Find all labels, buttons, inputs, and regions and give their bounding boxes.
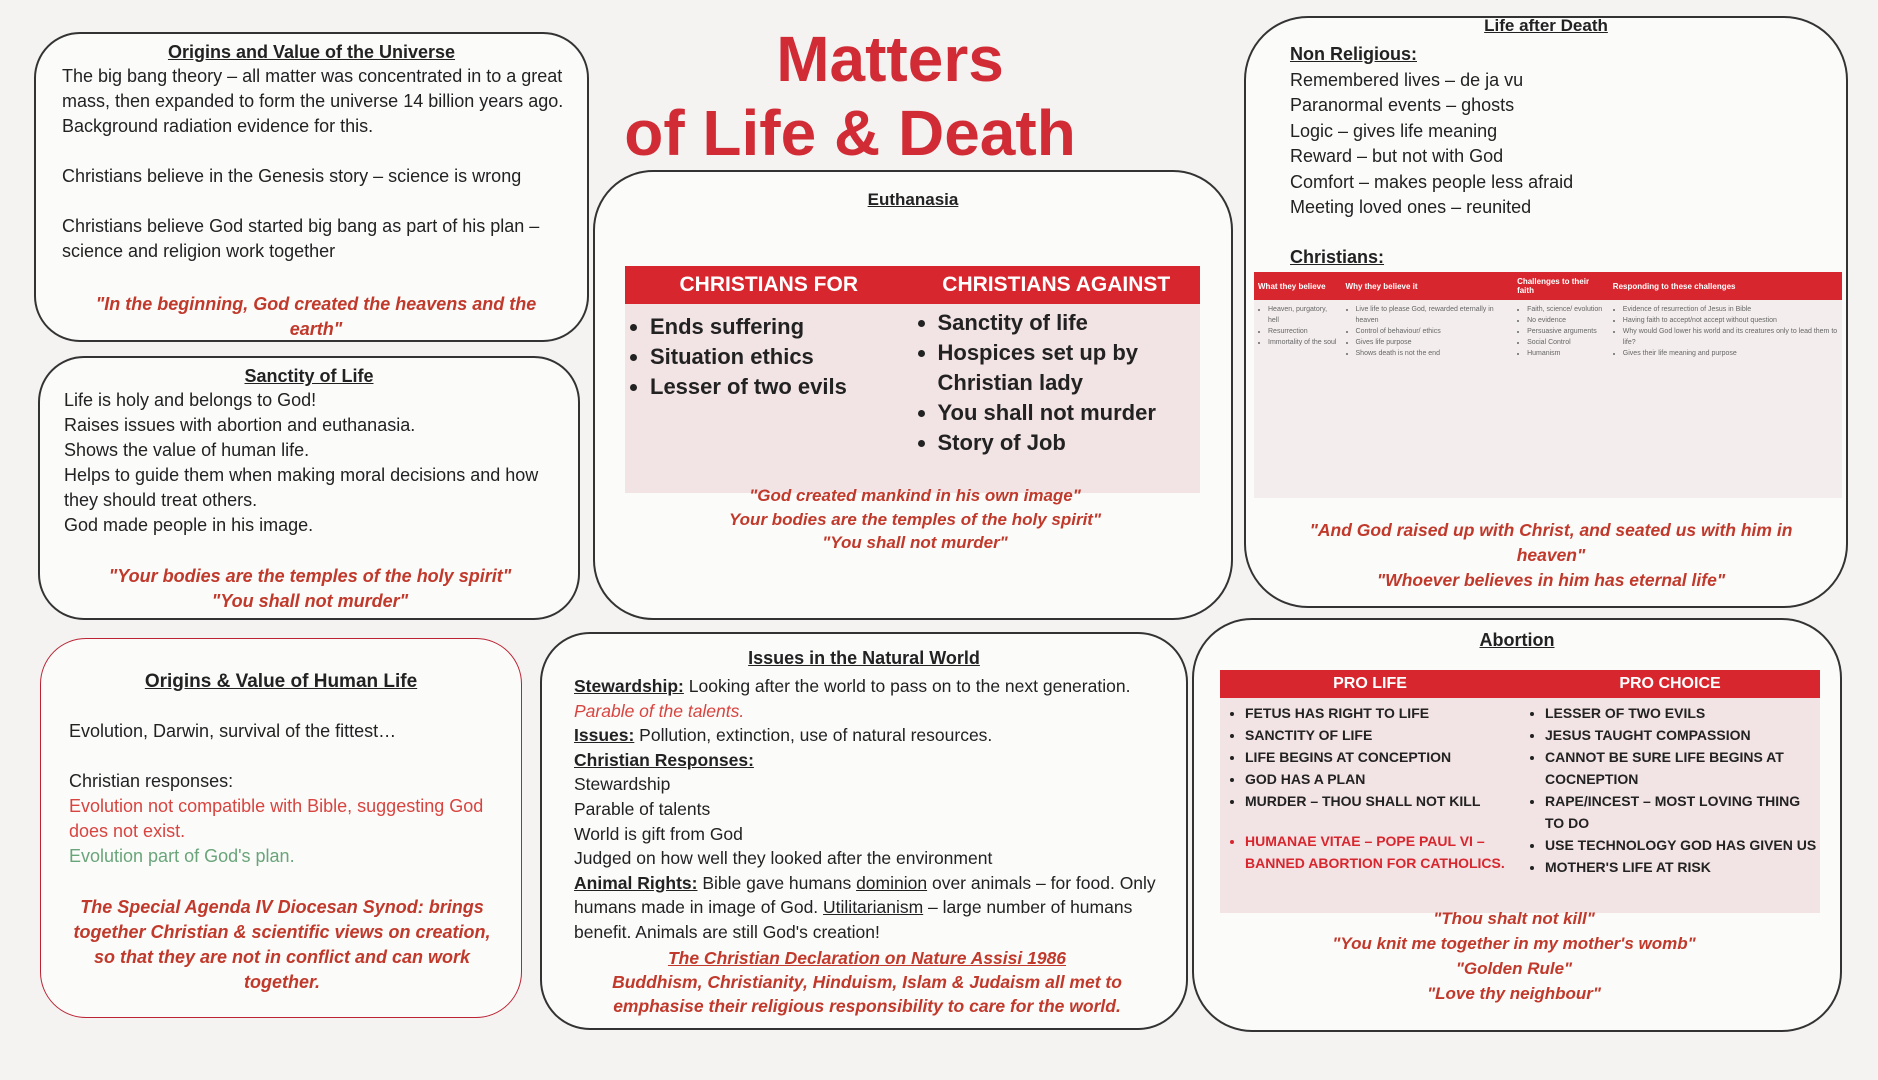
response-item: Stewardship [574,774,671,795]
stewardship-text: Looking after the world to pass on to the next generation. [683,676,1131,696]
universe-p1: The big bang theory – all matter was concentrated in to a great mass, then expanded to form the universe 14 billion years ago. Background radiation evidence for this. [62,66,564,136]
page-title [624,22,1120,170]
non-religious-label: Non Religious: [1290,44,1417,64]
pro-life-item: • GOD HAS A PLAN [1245,768,1519,790]
pro-choice-header: PRO CHOICE [1520,670,1820,698]
reason-item: • Live life to please God, rewarded eternally in heaven [1356,304,1510,326]
pro-choice-item: • LESSER OF TWO EVILS [1545,702,1819,724]
non-religious-item: Reward – but not with God [1290,146,1504,166]
christians-for-header: CHRISTIANS FOR [625,266,913,304]
declaration-title: The Christian Declaration on Nature Assisi 1986 [667,948,1067,968]
sanctity-line-4: Helps to guide them when making moral decisions and how they should treat others. [64,465,539,510]
animal-rights-paragraph [574,871,1164,945]
euthanasia-quote-3: "You shall not murder" [822,533,1008,552]
euthanasia-table [625,266,1200,493]
pro-choice-item: • USE TECHNOLOGY GOD HAS GIVEN US [1545,834,1819,856]
belief-item: • Resurrection [1268,326,1338,337]
universe-p2: Christians believe in the Genesis story – science is wrong [62,166,522,186]
challenge-item: • Humanism [1527,348,1605,359]
issues-paragraph [574,723,1164,748]
belief-item: • Immortality of the soul [1268,337,1338,348]
abortion-table [1220,670,1820,913]
after-death-col-header: What they believe [1254,272,1342,300]
reason-item: • Shows death is not the end [1356,348,1510,359]
pro-life-item: • MURDER – THOU SHALL NOT KILL [1245,790,1519,812]
after-death-heading: Life after Death [1484,16,1608,35]
human-life-p4: Evolution part of God's plan. [69,846,295,866]
animal-utilitarianism: Utilitarianism [823,897,924,918]
animal-rights-label: Animal Rights: [574,872,698,893]
challenge-item: • Faith, science/ evolution [1527,304,1605,315]
reason-item: • Control of behaviour/ ethics [1356,326,1510,337]
sanctity-line-2: Raises issues with abortion and euthanasia. [64,415,416,435]
declaration-text: Buddhism, Christianity, Hinduism, Islam & Judaism all met to emphasise their religious responsibility to care for the world. [612,972,1122,1016]
abortion-quote-4: "Love thy neighbour" [1427,984,1601,1003]
euthanasia-quote-2: Your bodies are the temples of the holy spirit" [728,510,1102,529]
natural-world-heading: Issues in the Natural World [748,648,980,668]
response-item: • Having faith to accept/not accept without question [1623,315,1838,326]
pro-choice-item: • RAPE/INCEST – MOST LOVING THING TO DO [1545,790,1819,834]
christians-label: Christians: [1290,246,1385,267]
response-item: Parable of talents [574,798,711,819]
after-death-quote-2: "Whoever believes in him has eternal life" [1376,570,1726,590]
pro-life-item: • SANCTITY OF LIFE [1245,724,1519,746]
belief-item: • Heaven, purgatory, hell [1268,304,1338,326]
for-item: • Situation ethics [650,342,912,372]
pro-life-red-item: • HUMANAE VITAE – POPE PAUL VI – BANNED ABORTION FOR CATHOLICS. [1245,830,1519,874]
title-line-1: Matters [776,23,1004,95]
after-death-box [1244,16,1848,608]
human-life-box [40,638,522,1018]
after-death-col-header: Why they believe it [1342,272,1514,300]
against-item: • Story of Job [938,428,1200,458]
human-life-heading: Origins & Value of Human Life [144,671,418,692]
abortion-quote-1: "Thou shalt not kill" [1433,909,1595,928]
christians-against-header: CHRISTIANS AGAINST [913,266,1201,304]
abortion-quote-3: "Golden Rule" [1455,959,1573,978]
for-item: • Ends suffering [650,312,912,342]
pro-choice-item: • JESUS TAUGHT COMPASSION [1545,724,1819,746]
animal-text-3: – large number of humans benefit. Animals are still God's creation! [574,897,1133,942]
non-religious-item: Logic – gives life meaning [1290,120,1498,141]
non-religious-item: Paranormal events – ghosts [1290,95,1515,115]
non-religious-item: Meeting loved ones – reunited [1290,197,1532,217]
sanctity-line-5: God made people in his image. [64,515,314,535]
issues-text: Pollution, extinction, use of natural resources. [634,725,993,746]
animal-text-1: Bible gave humans [697,872,857,893]
sanctity-line-3: Shows the value of human life. [64,440,310,460]
against-item: • You shall not murder [938,398,1200,428]
sanctity-line-1: Life is holy and belongs to God! [64,390,317,410]
euthanasia-heading: Euthanasia [867,190,959,209]
response-item: • Gives their life meaning and purpose [1623,348,1838,359]
human-life-p3: Evolution not compatible with Bible, suggesting God does not exist. [69,796,484,841]
for-item: • Lesser of two evils [650,372,912,402]
challenge-item: • No evidence [1527,315,1605,326]
sanctity-box [38,356,580,620]
universe-heading: Origins and Value of the Universe [167,42,456,62]
abortion-quote-2: "You knit me together in my mother's womb" [1332,934,1696,953]
sanctity-quote-2: "You shall not murder" [211,591,409,611]
universe-p3: Christians believe God started big bang as part of his plan – science and religion work together [62,216,540,261]
against-item: • Hospices set up by Christian lady [938,338,1200,398]
universe-quote: "In the beginning, God created the heavens and the earth" [95,294,537,339]
sanctity-quote-1: "Your bodies are the temples of the holy spirit" [108,566,512,586]
against-item: • Sanctity of life [938,308,1200,338]
response-item: World is gift from God [574,823,743,844]
animal-dominion: dominion [856,872,928,893]
pro-choice-item: • CANNOT BE SURE LIFE BEGINS AT COCNEPTION [1545,746,1819,790]
non-religious-item: Comfort – makes people less afraid [1290,171,1574,192]
title-line-2: of Life & Death [624,97,1076,169]
pro-life-item: • LIFE BEGINS AT CONCEPTION [1245,746,1519,768]
stewardship-red: Parable of the talents. [574,700,745,721]
pro-life-item: • FETUS HAS RIGHT TO LIFE [1245,702,1519,724]
issues-label: Issues: [574,725,635,746]
human-life-p1: Evolution, Darwin, survival of the fittest… [69,721,397,741]
human-life-quote: The Special Agenda IV Diocesan Synod: brings together Christian & scientific views on creation, so that they are not in conflict and can work together. [73,897,491,992]
abortion-box [1192,618,1842,1032]
after-death-quote-1: "And God raised up with Christ, and seated us with him in heaven" [1309,520,1793,565]
abortion-heading: Abortion [1479,630,1555,650]
pro-choice-item: • MOTHER'S LIFE AT RISK [1545,856,1819,878]
response-item: • Why would God lower his world and its creatures only to lead them to life? [1623,326,1838,348]
non-religious-item: Remembered lives – de ja vu [1290,69,1524,90]
after-death-table [1254,272,1842,498]
stewardship-label: Stewardship: [574,676,684,696]
stewardship-paragraph [574,674,1164,723]
challenge-item: • Persuasive arguments [1527,326,1605,337]
animal-text-2: over animals – for food. Only humans made in image of God. [574,872,1156,918]
euthanasia-quote-1: "God created mankind in his own image" [749,486,1081,505]
sanctity-heading: Sanctity of Life [244,366,374,386]
pro-life-header: PRO LIFE [1220,670,1520,698]
response-item: • Evidence of resurrection of Jesus in Bible [1623,304,1838,315]
euthanasia-box [593,170,1233,620]
after-death-col-header: Challenges to their faith [1513,272,1609,300]
human-life-p2: Christian responses: [69,771,234,791]
responses-label: Christian Responses: [574,749,754,770]
after-death-col-header: Responding to these challenges [1609,272,1842,300]
response-item: Judged on how well they looked after the environment [574,848,993,869]
universe-box [34,32,589,342]
reason-item: • Gives life purpose [1356,337,1510,348]
challenge-item: • Social Control [1527,337,1605,348]
natural-world-box [540,632,1188,1030]
